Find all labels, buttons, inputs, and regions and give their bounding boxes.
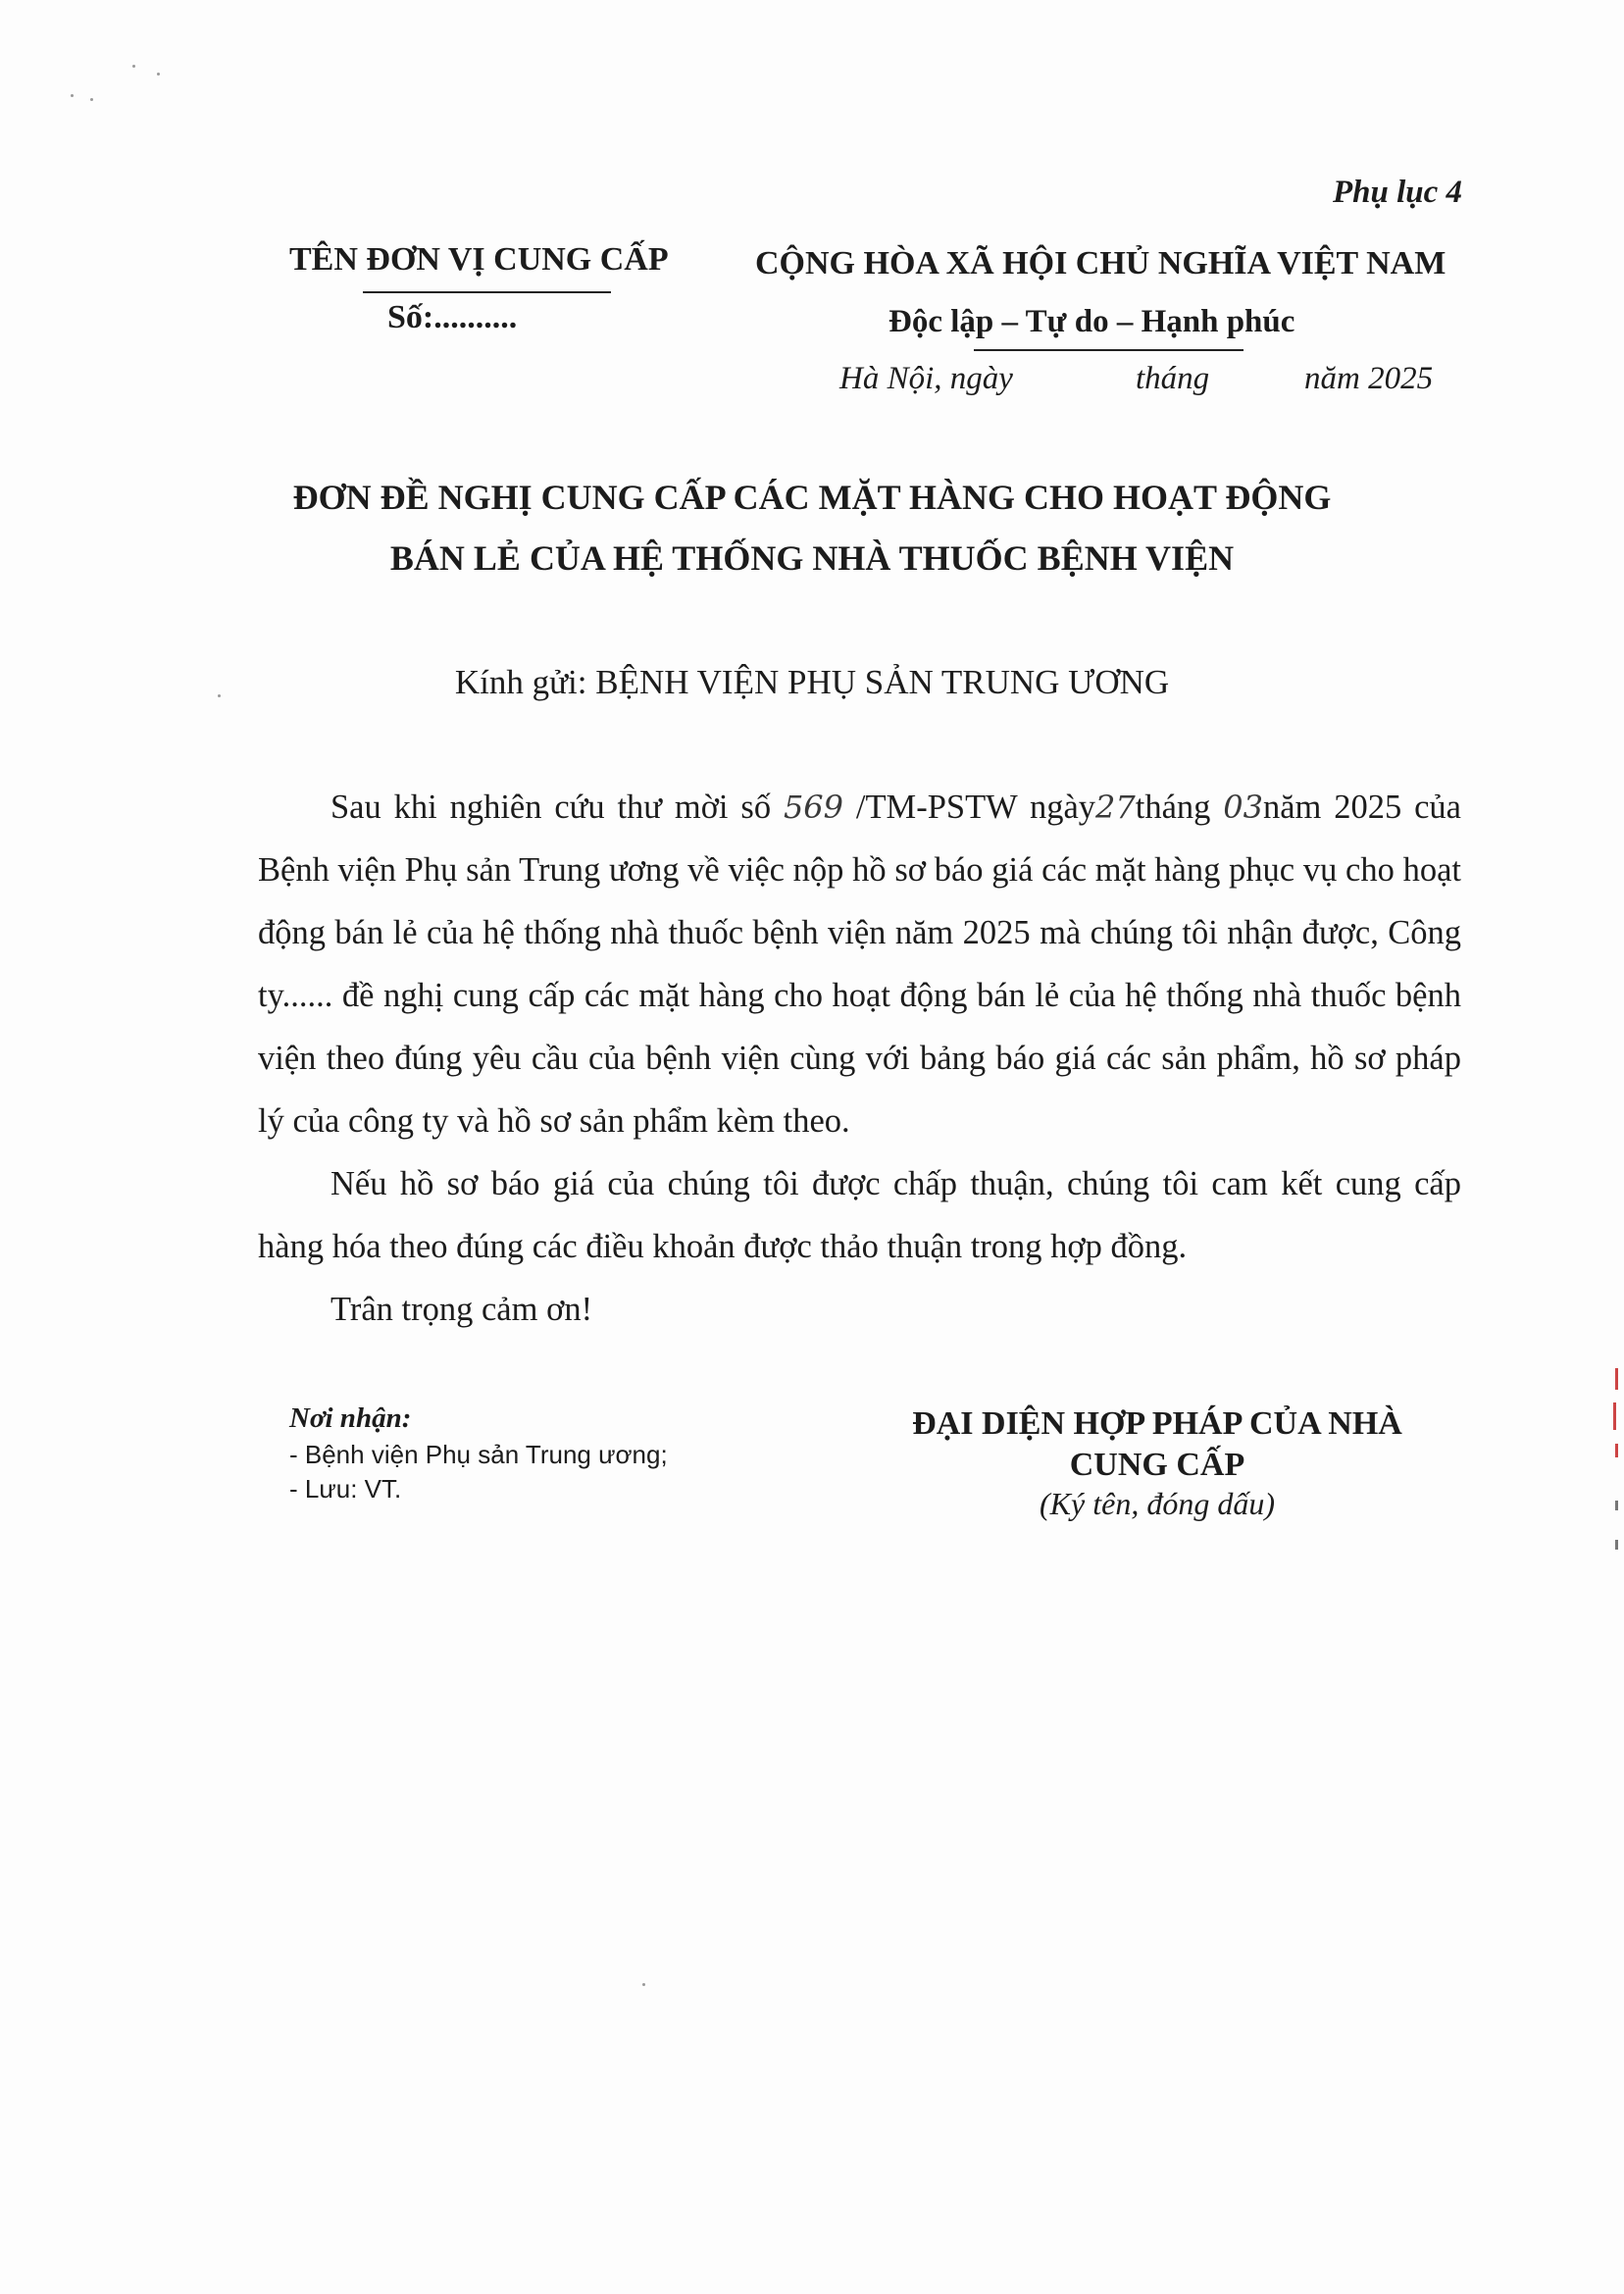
appendix-label: Phụ lục 4 [1332,175,1462,210]
body-paragraph-2: Nếu hồ sơ báo giá của chúng tôi được chấp thuận, chúng tôi cam kết cung cấp hàng hóa theo đúng các điều khoản được thảo thuận trong hợp đồng. [258,1165,1461,1265]
scan-speck [132,65,135,68]
scan-edge-mark [1615,1501,1618,1510]
addressee: Kính gửi: BỆNH VIỆN PHỤ SẢN TRUNG ƯƠNG [454,663,1170,701]
date-month: tháng [1136,361,1210,396]
signature-title-line-1: ĐẠI DIỆN HỢP PHÁP CỦA NHÀ [912,1405,1402,1442]
document-number: Số:.......... [387,299,518,335]
handwritten-day: 27 [1095,789,1136,826]
document-title-line-2: BÁN LẺ CỦA HỆ THỐNG NHÀ THUỐC BỆNH VIỆN [389,538,1235,578]
body-paragraph-3: Trân trọng cảm ơn! [330,1291,593,1328]
date-year: năm 2025 [1304,361,1434,396]
p1-text-c: tháng [1135,789,1224,826]
scan-speck [71,94,74,97]
handwritten-letter-number: 569 [783,789,844,826]
document-title-line-1: ĐƠN ĐỀ NGHỊ CUNG CẤP CÁC MẶT HÀNG CHO HOẠT ĐỘNG [292,478,1332,517]
scan-edge-mark [1615,1540,1618,1550]
scan-edge-mark [1613,1402,1616,1430]
p1-text-a: Sau khi nghiên cứu thư mời số [330,789,784,826]
handwritten-month: 03 [1223,789,1263,826]
p1-text-d: năm 2025 của Bệnh viện Phụ sản Trung ương về việc nộp hồ sơ báo giá các mặt hàng phục vụ cho hoạt động bán lẻ của hệ thống nhà thuốc bệnh viện năm 2025 mà chúng tôi nhận được, Công ty...... đề nghị cung cấp các mặt hàng cho hoạt động bán lẻ của hệ thống nhà thuốc bệnh viện theo đúng yêu cầu của bệnh viện cùng với bảng báo giá các sản phẩm, hồ sơ pháp lý của công ty và hồ sơ sản phẩm kèm theo. [258,789,1461,1140]
signature-title-line-2: CUNG CẤP [1069,1447,1245,1483]
organization-name: TÊN ĐƠN VỊ CUNG CẤP [289,241,669,278]
scan-speck [90,98,93,101]
nation-heading: CỘNG HÒA XÃ HỘI CHỦ NGHĨA VIỆT NAM [755,245,1446,281]
recipients-item: - Bệnh viện Phụ sản Trung ương; [289,1440,668,1469]
recipients-item: - Lưu: VT. [289,1474,402,1504]
p1-text-b: /TM-PSTW ngày [843,789,1096,826]
scan-edge-mark [1615,1444,1618,1457]
signature-note: (Ký tên, đóng dấu) [1040,1486,1275,1521]
recipients-label: Nơi nhận: [289,1402,412,1434]
body-paragraph-1 [258,776,1461,1152]
scan-speck [157,73,160,76]
scan-speck [642,1983,645,1986]
motto-underline [974,349,1243,351]
national-motto: Độc lập – Tự do – Hạnh phúc [888,304,1295,339]
scan-edge-mark [1615,1368,1618,1390]
date-place: Hà Nội, ngày [839,361,1013,396]
organization-underline [363,291,611,293]
